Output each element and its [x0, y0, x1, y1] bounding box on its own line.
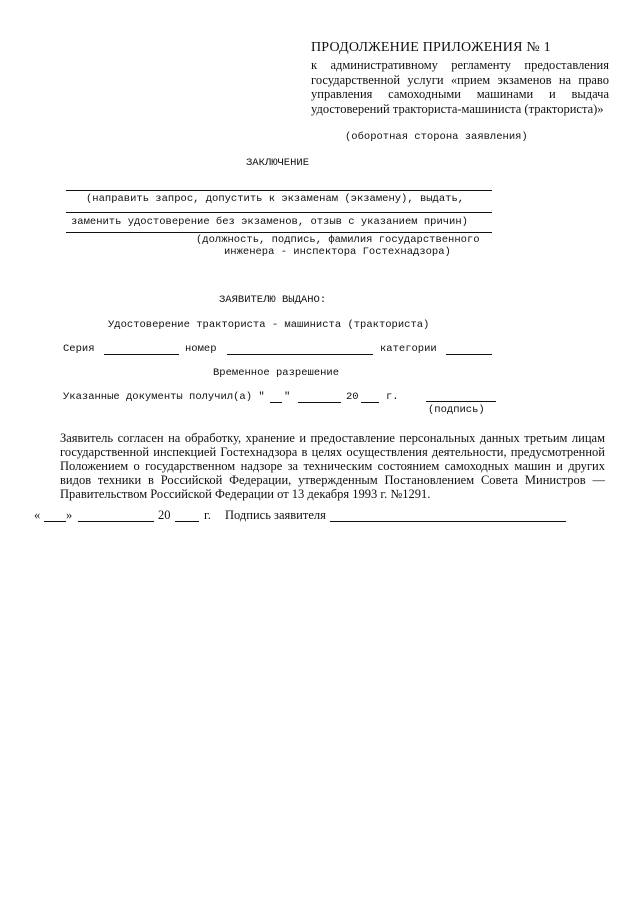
certificate-label: Удостоверение тракториста - машиниста (тракториста) — [108, 319, 430, 331]
footer-year-field[interactable] — [175, 521, 199, 522]
signature-hint-2: инженера - инспектора Гостехнадзора) — [224, 246, 451, 258]
number-label: номер — [185, 343, 217, 355]
signature-hint-1: (должность, подпись, фамилия государственного — [196, 234, 480, 246]
appendix-title: ПРОДОЛЖЕНИЕ ПРИЛОЖЕНИЯ № 1 — [311, 40, 551, 55]
series-label: Серия — [63, 343, 95, 355]
consent-text: Заявитель согласен на обработку, хранение и предоставление персональных данных третьим лицам государственной инспекцией Гостехнадзора в целях осуществления деятельности, предусмотренной Положением о государственном надзоре за техническим состоянием самоходных машин и других видов техники в Российской Федерации, утвержденным Постановлением Совета Министров — Правительством Российской Федерации от 13 декабря 1993 г. №1291. — [60, 431, 605, 501]
footer-month-field[interactable] — [78, 521, 154, 522]
footer-open-quote: « — [34, 508, 41, 522]
signature-line[interactable] — [66, 232, 492, 233]
categories-label: категории — [380, 343, 437, 355]
footer-year-suffix: г. — [204, 508, 211, 522]
series-field[interactable] — [104, 354, 179, 355]
received-label: Указанные документы получил(а) " — [63, 391, 265, 403]
received-month-field[interactable] — [298, 402, 341, 403]
conclusion-line-2[interactable] — [66, 212, 492, 213]
conclusion-hint-1: (направить запрос, допустить к экзаменам (экзамену), выдать, — [86, 193, 465, 205]
footer-close-quote: » — [66, 508, 73, 522]
received-year-prefix: 20 — [346, 391, 359, 403]
applicant-signature-label: Подпись заявителя — [225, 508, 326, 522]
temp-permit-label: Временное разрешение — [213, 367, 340, 379]
categories-field[interactable] — [446, 354, 492, 355]
conclusion-line-1[interactable] — [66, 190, 492, 191]
footer-year-prefix: 20 — [158, 508, 171, 522]
footer-day-field[interactable] — [44, 521, 66, 522]
received-close-quote: " — [284, 391, 291, 403]
received-year-suffix: г. — [386, 391, 399, 403]
conclusion-hint-2: заменить удостоверение без экзаменов, отзыв с указанием причин) — [71, 216, 468, 228]
received-year-field[interactable] — [361, 402, 379, 403]
received-signature-field[interactable] — [426, 401, 496, 402]
back-side-note: (оборотная сторона заявления) — [345, 131, 528, 143]
conclusion-heading: ЗАКЛЮЧЕНИЕ — [246, 157, 310, 169]
applicant-signature-field[interactable] — [330, 521, 566, 522]
issued-heading: ЗАЯВИТЕЛЮ ВЫДАНО: — [219, 294, 327, 306]
received-signature-hint: (подпись) — [428, 404, 485, 416]
number-field[interactable] — [227, 354, 373, 355]
appendix-description: к административному регламенту предоставления государственной услуги «прием экзаменов на право управления самоходными машинами и выдача удостоверений тракториста-машиниста (тракториста)» — [311, 58, 609, 116]
received-day-field[interactable] — [270, 402, 282, 403]
